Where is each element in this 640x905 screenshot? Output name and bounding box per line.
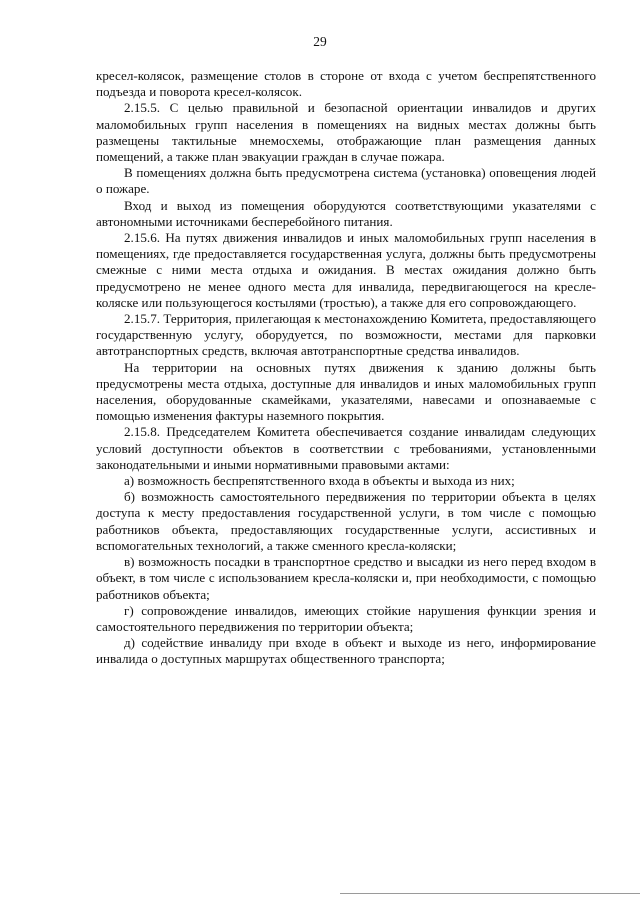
paragraph-entrance-exit-signs: Вход и выход из помещения оборудуются соответствующими указателями с автономными источниками бесперебойного питания. xyxy=(96,197,596,229)
list-item-v: в) возможность посадки в транспортное средство и высадки из него перед входом в объект, в том числе с использованием кресла-коляски и, при необходимости, с помощью работников объекта; xyxy=(96,554,596,602)
paragraph-2-15-8: 2.15.8. Председателем Комитета обеспечивается создание инвалидам следующих условий доступности объектов в соответствии с требованиями, установленными законодательными и иными нормативными правовыми актами: xyxy=(96,424,596,472)
page-bottom-rule xyxy=(340,893,640,894)
list-item-a: а) возможность беспрепятственного входа в объекты и выхода из них; xyxy=(124,473,515,489)
list-item-b: б) возможность самостоятельного передвижения по территории объекта в целях доступа к месту предоставления государственной услуги, в том числе с помощью работников объекта, предоставляющих государственные услуги, ассистивных и вспомогательных технологий, а также сменного кресла-коляски; xyxy=(96,489,596,553)
paragraph-2-15-7: 2.15.7. Территория, прилегающая к местонахождению Комитета, предоставляющего государственную услугу, оборудуется, по возможности, местами для парковки автотранспортных средств, включая автотранспортные средства инвалидов. xyxy=(96,311,596,359)
list-item-g: г) сопровождение инвалидов, имеющих стойкие нарушения функции зрения и самостоятельного передвижения по территории объекта; xyxy=(96,602,596,634)
list-item-d: д) содействие инвалиду при входе в объект и выходе из него, информирование инвалида о доступных маршрутах общественного транспорта; xyxy=(96,635,596,667)
page-number: 29 xyxy=(313,34,327,49)
paragraph-2-15-5: 2.15.5. С целью правильной и безопасной ориентации инвалидов и других маломобильных групп населения в помещениях на видных местах должны быть размещены тактильные мнемосхемы, отображающие план размещения данных помещений, а также план эвакуации граждан в случае пожара. xyxy=(96,100,596,165)
paragraph-wheelchair-tables: кресел-колясок, размещение столов в стороне от входа с учетом беспрепятственного подъезда и поворота кресел-колясок. xyxy=(96,68,596,100)
paragraph-fire-alarm: В помещениях должна быть предусмотрена система (установка) оповещения людей о пожаре. xyxy=(96,165,596,197)
document-body xyxy=(96,68,596,668)
paragraph-2-15-6: 2.15.6. На путях движения инвалидов и иных маломобильных групп населения в помещениях, где предоставляется государственная услуга, должны быть предусмотрены смежные с ними места отдыха и ожидания. В местах ожидания должно быть предусмотрено не менее одного места для инвалида, передвигающегося на кресле-коляске или пользующегося костылями (тростью), а также для его сопровождающего. xyxy=(96,230,596,310)
paragraph-territory-rest-areas: На территории на основных путях движения к зданию должны быть предусмотрены места отдыха, доступные для инвалидов и иных маломобильных групп населения, оборудованные скамейками, указателями, навесами и опознаваемые с помощью изменения фактуры наземного покрытия. xyxy=(96,359,596,424)
